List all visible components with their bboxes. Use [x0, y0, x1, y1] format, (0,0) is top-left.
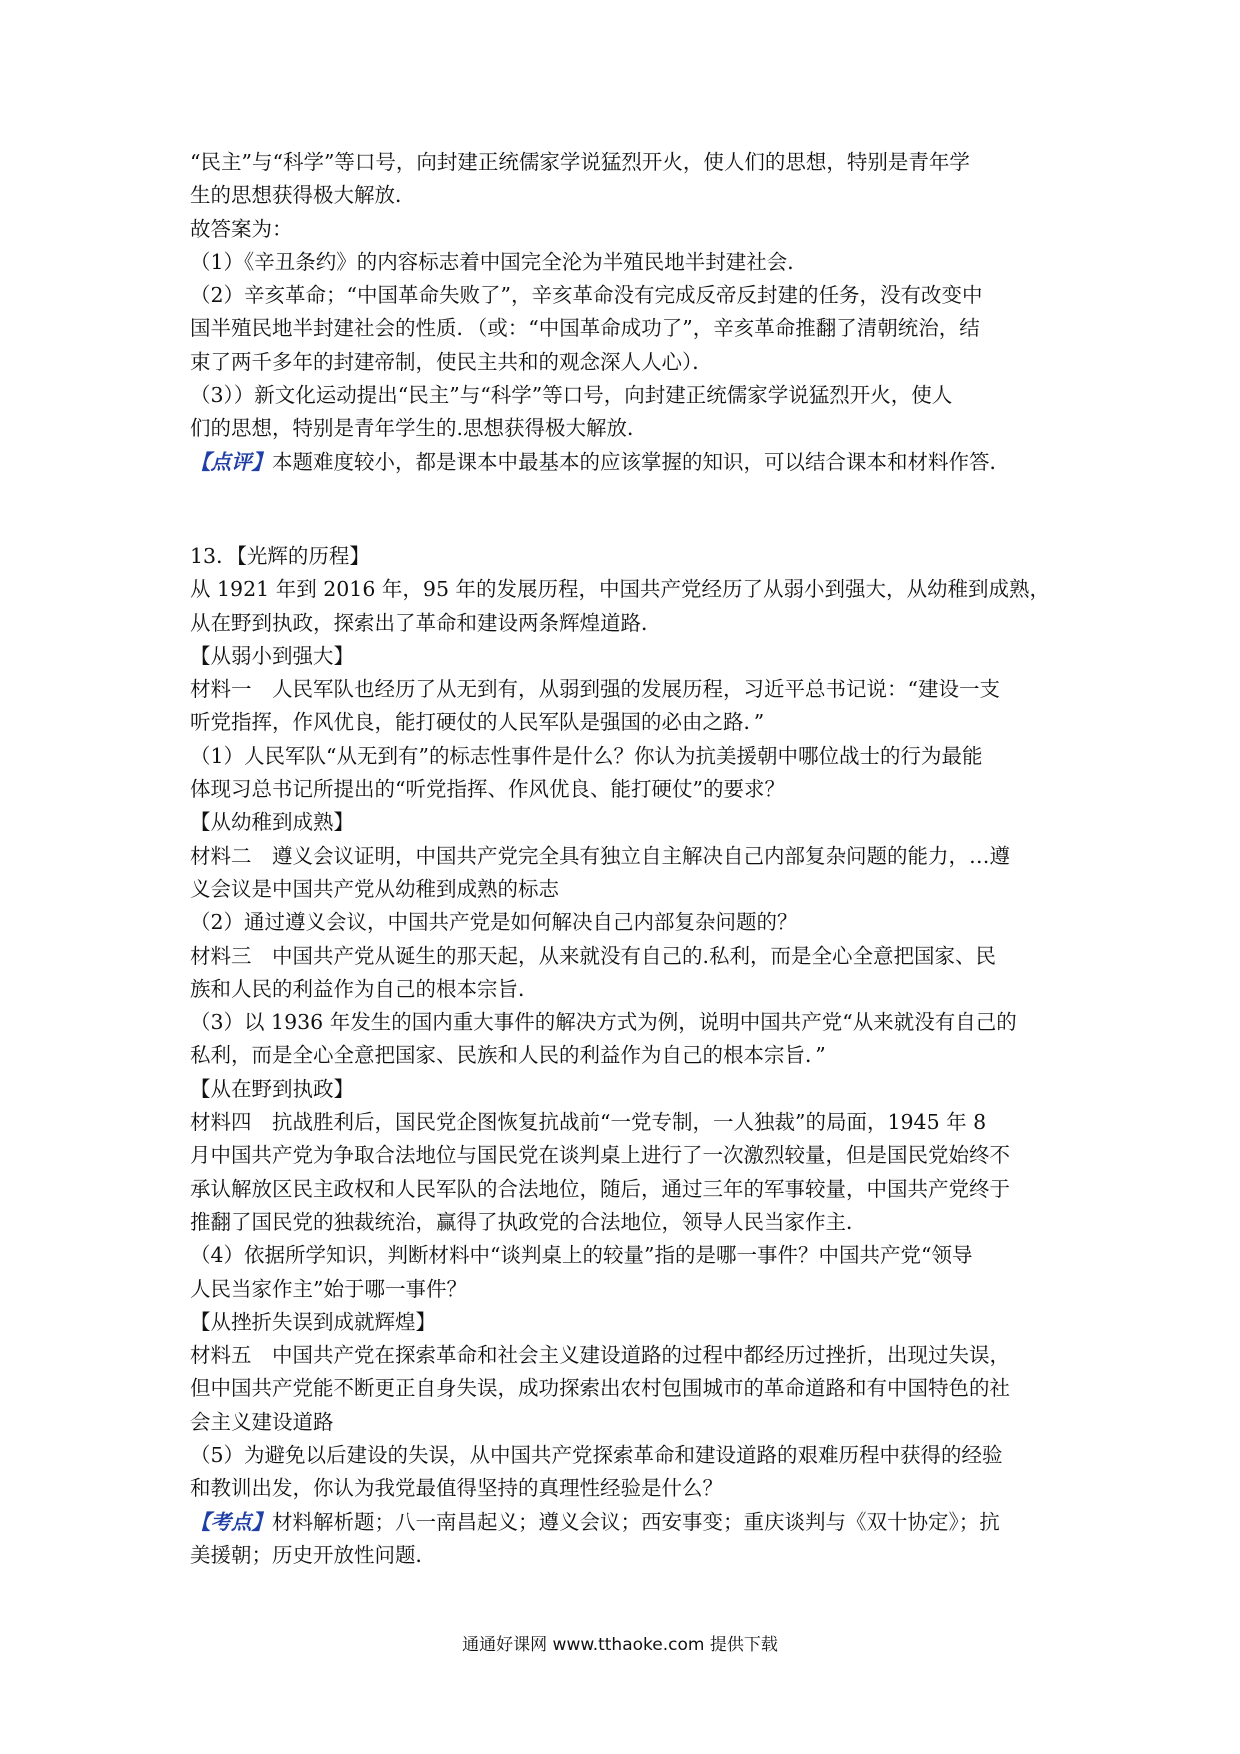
question-line: 【从在野到执政】: [190, 1076, 354, 1101]
question-line: 私利，而是全心全意把国家、民族和人民的利益作为自己的根本宗旨．”: [190, 1043, 826, 1068]
question-line: 从 1921 年到 2016 年，95 年的发展历程，中国共产党经历了从弱小到强大，从幼稚到成熟，: [190, 577, 1051, 602]
comment-tag: 【点评】: [190, 449, 272, 474]
answer-line: （2）辛亥革命；“中国革命失败了”，辛亥革命没有完成反帝反封建的任务，没有改变中: [190, 283, 983, 308]
question-line: 材料三 中国共产党从诞生的那天起，从来就没有自己的.私利，而是全心全意把国家、民: [190, 943, 997, 968]
comment-line: [190, 446, 1060, 479]
question-line: 材料二 遵义会议证明，中国共产党完全具有独立自主解决自己内部复杂问题的能力，…遵: [190, 843, 1010, 868]
question-line: 承认解放区民主政权和人民军队的合法地位，随后，通过三年的军事较量，中国共产党终于: [190, 1176, 1010, 1201]
kaodian-line: [190, 1506, 1060, 1539]
document-body: [190, 146, 1060, 1572]
footer-text[interactable]: 通通好课网 www.tthaoke.com 提供下载: [462, 1635, 778, 1655]
question-line: 体现习总书记所提出的“听党指挥、作风优良、能打硬仗”的要求？: [190, 777, 785, 802]
kaodian-tag: 【考点】: [190, 1509, 272, 1534]
answer-line: （3））新文化运动提出“民主”与“科学”等口号，向封建正统儒家学说猛烈开火，使人: [190, 383, 953, 408]
question-line: （1）人民军队“从无到有”的标志性事件是什么？你认为抗美援朝中哪位战士的行为最能: [190, 743, 983, 768]
question-line: （5）为避免以后建设的失误，从中国共产党探索革命和建设道路的艰难历程中获得的经验: [190, 1442, 1003, 1467]
question-line: 月中国共产党为争取合法地位与国民党在谈判桌上进行了一次激烈较量，但是国民党始终不: [190, 1143, 1010, 1168]
answer-line: 束了两千多年的封建帝制，使民主共和的观念深人人心）．: [190, 349, 713, 374]
answer-line: 们的思想，特别是青年学生的.思想获得极大解放．: [190, 416, 648, 441]
question-line: 【从幼稚到成熟】: [190, 810, 354, 835]
question-line: 13．【光辉的历程】: [190, 543, 370, 568]
comment-text: 本题难度较小，都是课本中最基本的应该掌握的知识，可以结合课本和材料作答．: [272, 449, 1010, 474]
question-line: 推翻了国民党的独裁统治，赢得了执政党的合法地位，领导人民当家作主．: [190, 1209, 867, 1234]
question-line: 【从挫折失误到成就辉煌】: [190, 1309, 436, 1334]
question-line: 【从弱小到强大】: [190, 643, 354, 668]
question-line: 从在野到执政，探索出了革命和建设两条辉煌道路．: [190, 610, 662, 635]
question-line: 义会议是中国共产党从幼稚到成熟的标志: [190, 876, 559, 901]
question-line: 材料五 中国共产党在探索革命和社会主义建设道路的过程中都经历过挫折，出现过失误，: [190, 1343, 1010, 1368]
question-line: （4）依据所学知识，判断材料中“谈判桌上的较量”指的是哪一事件？中国共产党“领导: [190, 1243, 973, 1268]
question-line: 会主义建设道路: [190, 1409, 334, 1434]
answer-line: 生的思想获得极大解放．: [190, 183, 416, 208]
kaodian-continuation: 美援朝；历史开放性问题．: [190, 1542, 436, 1567]
question-line: （2）通过遵义会议，中国共产党是如何解决自己内部复杂问题的？: [190, 910, 798, 935]
question-line: 材料一 人民军队也经历了从无到有，从弱到强的发展历程，习近平总书记说：“建设一支: [190, 677, 1000, 702]
question-13-section: [190, 540, 1060, 1506]
answer-line: “民主”与“科学”等口号，向封建正统儒家学说猛烈开火，使人们的思想，特别是青年学: [190, 150, 970, 174]
section-gap: [190, 479, 1060, 540]
question-line: 但中国共产党能不断更正自身失误，成功探索出农村包围城市的革命道路和有中国特色的社: [190, 1376, 1010, 1401]
question-line: 材料四 抗战胜利后，国民党企图恢复抗战前“一党专制，一人独裁”的局面，1945 年 8: [190, 1110, 987, 1135]
question-line: 听党指挥，作风优良，能打硬仗的人民军队是强国的必由之路．”: [190, 710, 765, 735]
question-line: 族和人民的利益作为自己的根本宗旨．: [190, 976, 539, 1001]
answer-section: [190, 146, 1060, 446]
answer-line: （1）《辛丑条约》的内容标志着中国完全沦为半殖民地半封建社会．: [190, 249, 808, 274]
question-line: 和教训出发，你认为我党最值得坚持的真理性经验是什么？: [190, 1476, 723, 1501]
answer-line: 故答案为：: [190, 216, 293, 241]
question-line: （3）以 1936 年发生的国内重大事件的解决方式为例，说明中国共产党“从来就没有自己的: [190, 1010, 1017, 1035]
kaodian-text: 材料解析题；八一南昌起义；遵义会议；西安事变；重庆谈判与《双十协定》；抗: [272, 1509, 1000, 1534]
answer-line: 国半殖民地半封建社会的性质．（或：“中国革命成功了”，辛亥革命推翻了清朝统治，结: [190, 316, 980, 341]
question-line: 人民当家作主”始于哪一事件？: [190, 1276, 467, 1301]
